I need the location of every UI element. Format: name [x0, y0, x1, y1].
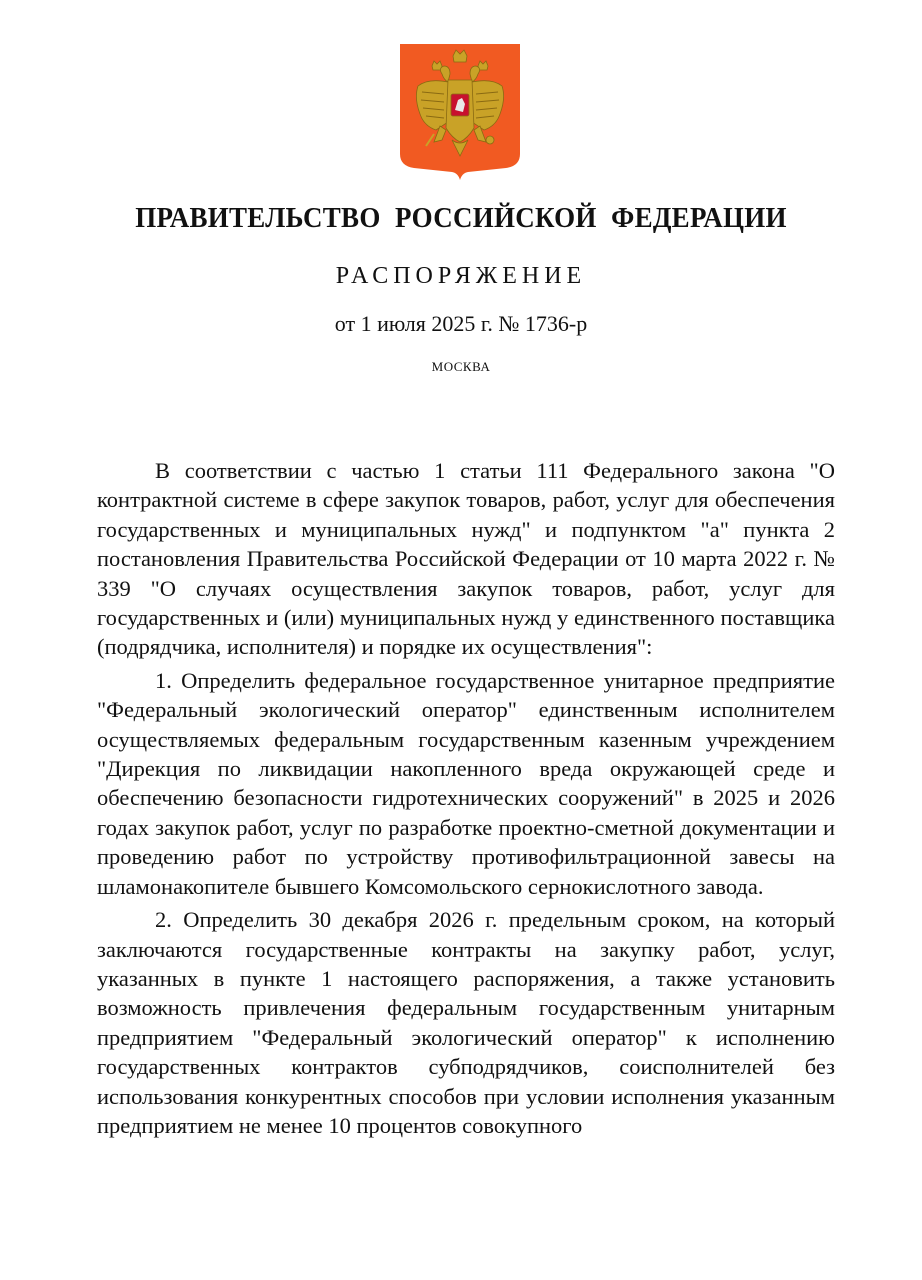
coat-of-arms-emblem [398, 42, 522, 182]
organization-title: ПРАВИТЕЛЬСТВО РОССИЙСКОЙ ФЕДЕРАЦИИ [135, 202, 787, 234]
document-type-heading: РАСПОРЯЖЕНИЕ [335, 263, 587, 289]
clause-1-paragraph: 1. Определить федеральное государственное унитарное предприятие "Федеральный экологический оператор" единственным исполнителем осуществляемых федеральным государственным казенным учреждением "Дирекция по ликвидации накопленного вреда окружающей среде и обеспечению безопасности гидротехнических сооружений" в 2025 и 2026 годах закупок работ, услуг по разработке проектно-сметной документации и проведению работ по устройству противофильтрационной завесы на шламонакопителе бывшего Комсомольского сернокислотного завода. [97, 667, 835, 899]
document-city: МОСКВА [431, 359, 491, 374]
clause-2-paragraph: 2. Определить 30 декабря 2026 г. предельным сроком, на который заключаются государственные контракты на закупку работ, услуг, указанных в пункте 1 настоящего распоряжения, а также установить возможность привлечения федеральным государственным унитарным предприятием "Федеральный экологический оператор" к исполнению государственных контрактов субподрядчиков, соисполнителей без использования конкурентных способов при условии исполнения указанным предприятием не менее 10 процентов совокупного [97, 907, 835, 1138]
double-headed-eagle-icon [398, 42, 522, 182]
preamble-paragraph: В соответствии с частью 1 статьи 111 Федерального закона "О контрактной системе в сфере закупок товаров, работ, услуг для обеспечения государственных и муниципальных нужд" и подпунктом "а" пункта 2 постановления Правительства Российской Федерации от 10 марта 2022 г. № 339 "О случаях осуществления закупок товаров, работ, услуг для государственных и (или) муниципальных нужд у единственного поставщика (подрядчика, исполнителя) и порядке их осуществления": [97, 458, 835, 660]
document-body [97, 456, 835, 1144]
document-date-number: от 1 июля 2025 г. № 1736-р [334, 311, 588, 336]
